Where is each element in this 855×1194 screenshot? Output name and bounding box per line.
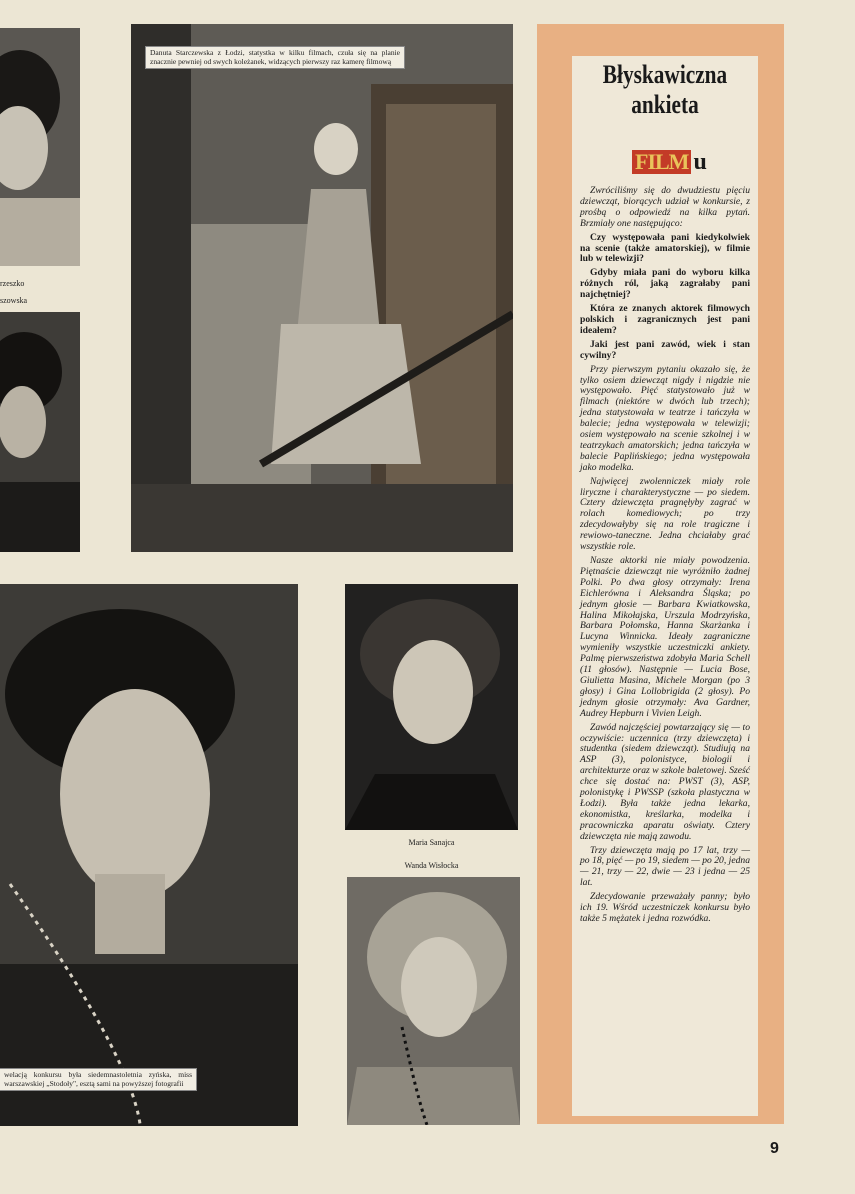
article-intro: Zwróciliśmy się do dwudziestu pięciu dziewcząt, biorących udział w konkursie, z prośbą o odpowiedź na kilka pytań. Brzmiały one następująco:	[580, 185, 750, 229]
photo-portrait-maria	[345, 584, 518, 830]
article-question-2: Gdyby miała pani do wyboru kilka różnych ról, jaką zagrałaby pani najchętniej?	[580, 267, 750, 301]
article-paragraph-3: Nasze aktorki nie miały powodzenia. Piętnaście dziewcząt nie wyróżniło żadnej Polki. Po dwa głosy otrzymały: Irena Eichlerówna i Aleksandra Śląska; po jednym głosie — Barbara Kwiatkowska, Halina Mikołajska, Urszula Modrzyńska, Barbara Połomska, Hanna Skarżanka i Lucyna Winnicka. Ideały zagraniczne wymieniły wszystkie uczestniczki ankiety. Palmę pierwszeństwa zdobyła Maria Schell (11 głosów). Następnie — Lucia Bose, Giulietta Masina, Michele Morgan (po 3 głosy) i Gina Lollobrigida (2 głosy). Po jednym głosie otrzymały: Ava Gardner, Audrey Hepburn i Vivien Leigh.	[580, 555, 750, 719]
article-paragraph-4: Zawód najczęściej powtarzający się — to oczywiście: uczennica (trzy dziewczęta) i studentka (siedem dziewcząt). Studiują na ASP (3), polonistyce, biologii i architekturze oraz w szkole baletowej. Sześć chce się dostać na: PWST (3), ASP, polonistykę i PWSSP (szkoła plastyczna w Łodzi). Była także jedna lekarka, ekonomistka, kreślarka, modelka i pracowniczka aparatu oświaty. Cztery dziewczęta nie mają zawodu.	[580, 721, 750, 842]
article-question-4: Jaki jest pani zawód, wiek i stan cywilny?	[580, 338, 750, 361]
film-logo-suffix: u	[693, 149, 707, 175]
caption-top-left-1: rzeszko	[0, 279, 25, 288]
caption-wanda: Wanda Wisłocka	[404, 861, 459, 870]
photo-portrait-mid-left	[0, 312, 80, 552]
title-line-2: ankieta	[631, 90, 699, 119]
article-question-3: Która ze znanych aktorek filmowych polskich i zagranicznych jest pani ideałem?	[580, 303, 750, 336]
caption-top-left-2: szowska	[0, 296, 28, 305]
article-paragraph-1: Przy pierwszym pytaniu okazało się, że tylko osiem dziewcząt nigdy i nigdzie nie występowało. Pięć statystowało już w filmach (niektóre w dwóch lub trzech); jedna statystowała w teatrze i tańczyła w balecie; jedna występowała w telewizji; osiem występowało na scenie szkolnej i w teatrzykach amatorskich; jedna tańczyła w balecie Paplińskiego; jedna występowała jako modelka.	[580, 363, 750, 473]
caption-maria: Maria Sanajca	[408, 838, 455, 847]
article-paragraph-5: Trzy dziewczęta mają po 17 lat, trzy — po 18, pięć — po 19, siedem — po 20, jedna — 21, trzy — 22, dwie — 23 i jedna — 25 lat.	[580, 844, 750, 889]
page-number: 9	[770, 1140, 779, 1157]
title-line-1: Błyskawiczna	[602, 60, 728, 89]
photo-portrait-wanda	[347, 877, 520, 1125]
article-paragraph-6: Zdecydowanie przeważały panny; było ich 19. Wśród uczestniczek konkursu było także 5 mężatek i jedna rozwódka.	[580, 891, 750, 924]
film-logo	[632, 148, 707, 174]
film-logo-box: FILM	[632, 150, 691, 174]
photo-portrait-bottom-left	[0, 584, 298, 1126]
photo-portrait-top-left	[0, 28, 80, 266]
main-photo-caption: Danuta Starczewska z Łodzi, statystka w kilku filmach, czuła się na planie znacznie pewniej od swych koleżanek, widzących pierwszy raz kamerę filmową	[145, 46, 405, 69]
photo-main-staircase	[131, 24, 513, 552]
bottom-left-caption: welacją konkursu była siedemnastoletnia zyńska, miss warszawskiej „Stodoły", esztą sami na powyższej fotografii	[0, 1068, 197, 1091]
article-body	[580, 186, 750, 928]
article-question-1: Czy występowała pani kiedykolwiek na scenie (także amatorskiej), w filmie lub w telewizji?	[580, 231, 750, 265]
article-paragraph-2: Najwięcej zwolenniczek miały role liryczne i charakterystyczne — po siedem. Cztery dziewczęta pragnęłyby zagrać w rolach komediowych; po trzy zdecydowałyby się na role tragiczne i rewiowo-taneczne. Jedna chciałaby grać wszystkie role.	[580, 475, 750, 553]
article-title	[589, 60, 742, 120]
